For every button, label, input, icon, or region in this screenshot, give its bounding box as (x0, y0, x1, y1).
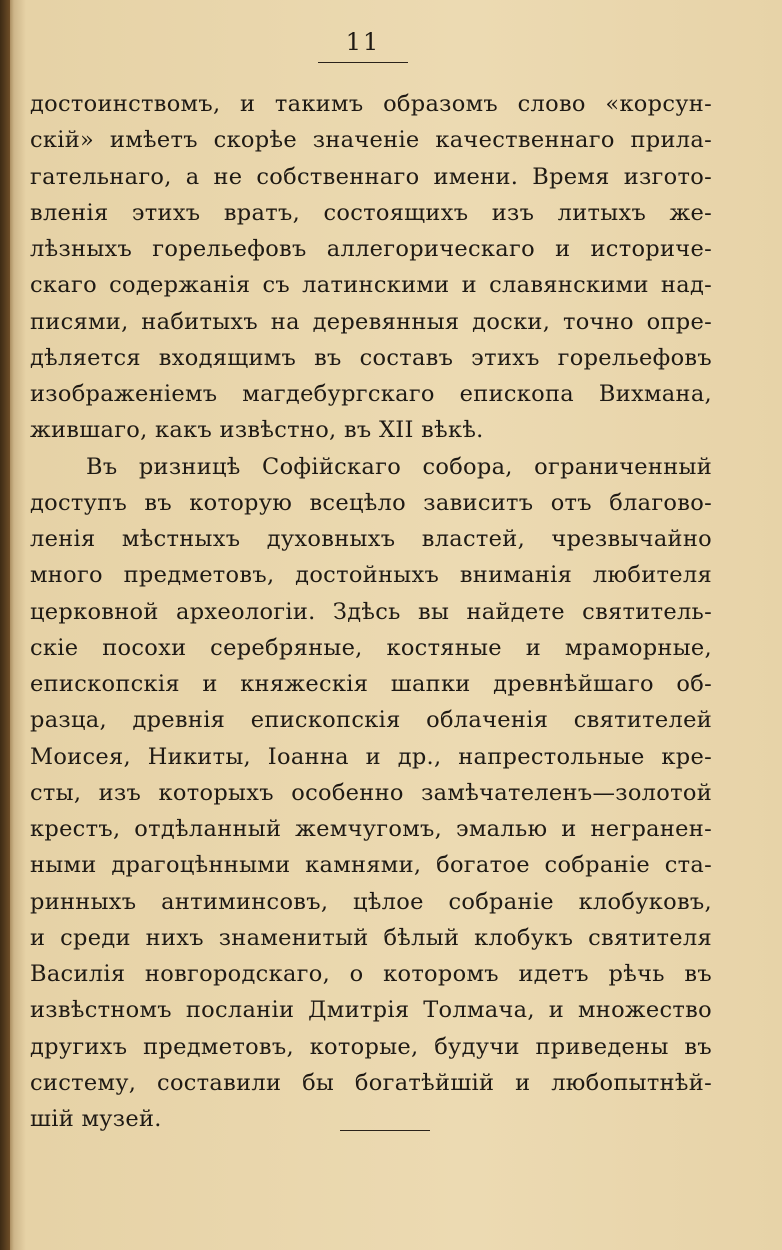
text-line: скаго содержанія съ латинскими и славянскими над- (30, 272, 712, 299)
text-line: изображеніемъ магдебургскаго епископа Вихмана, (30, 381, 712, 407)
body-text (30, 86, 712, 1137)
text-line: вленія этихъ вратъ, состоящихъ изъ литыхъ же- (30, 199, 712, 226)
text-line: разца, древнія епископскія облаченія святителей (30, 707, 712, 734)
header-rule (318, 62, 408, 63)
text-line: другихъ предметовъ, которые, будучи приведены въ (30, 1033, 712, 1060)
text-line: епископскія и княжескія шапки древнѣйшаго об- (30, 671, 712, 697)
text-line: шій музей. (30, 1106, 162, 1132)
text-line: церковной археологіи. Здѣсь вы найдете святитель- (30, 598, 712, 625)
text-line: писями, набитыхъ на деревянныя доски, точно опре- (30, 308, 712, 335)
text-line: лѣзныхъ горельефовъ аллегорическаго и историче- (30, 236, 712, 262)
text-line: систему, составили бы богатѣйшій и любопытнѣй- (30, 1069, 712, 1096)
text-line: скіе посохи серебряные, костяные и мраморные, (30, 634, 712, 661)
book-spine-edge (0, 0, 10, 1250)
text-line: и среди нихъ знаменитый бѣлый клобукъ святителя (30, 924, 712, 951)
text-line: дѣляется входящимъ въ составъ этихъ горельефовъ (30, 344, 712, 371)
text-line: Моисея, Никиты, Іоанна и др., напрестольные кре- (30, 743, 712, 770)
paragraph-first-line: Въ ризницѣ Софійскаго собора, ограниченный (86, 453, 712, 480)
text-line: крестъ, отдѣланный жемчугомъ, эмалью и негранен- (30, 816, 712, 842)
text-line: скій» имѣетъ скорѣе значеніе качественнаго прила- (30, 127, 712, 154)
text-line: сты, изъ которыхъ особенно замѣчателенъ—золотой (30, 779, 712, 806)
text-line: ринныхъ антиминсовъ, цѣлое собраніе клобуковъ, (30, 888, 712, 915)
text-line: Василія новгородскаго, о которомъ идетъ рѣчь въ (30, 961, 712, 987)
section-end-rule (340, 1130, 430, 1131)
text-line: много предметовъ, достойныхъ вниманія любителя (30, 562, 712, 589)
text-line: ленія мѣстныхъ духовныхъ властей, чрезвычайно (30, 526, 712, 552)
text-line: доступъ въ которую всецѣло зависитъ отъ благово- (30, 489, 712, 516)
text-line: извѣстномъ посланіи Дмитрія Толмача, и множество (30, 997, 712, 1024)
text-line: жившаго, какъ извѣстно, въ XII вѣкѣ. (30, 417, 484, 444)
text-line: гательнаго, а не собственнаго имени. Время изгото- (30, 163, 712, 190)
text-line: достоинствомъ, и такимъ образомъ слово «корсун- (30, 91, 712, 117)
page-number: 11 (345, 28, 381, 56)
text-line: ными драгоцѣнными камнями, богатое собраніе ста- (30, 852, 712, 879)
